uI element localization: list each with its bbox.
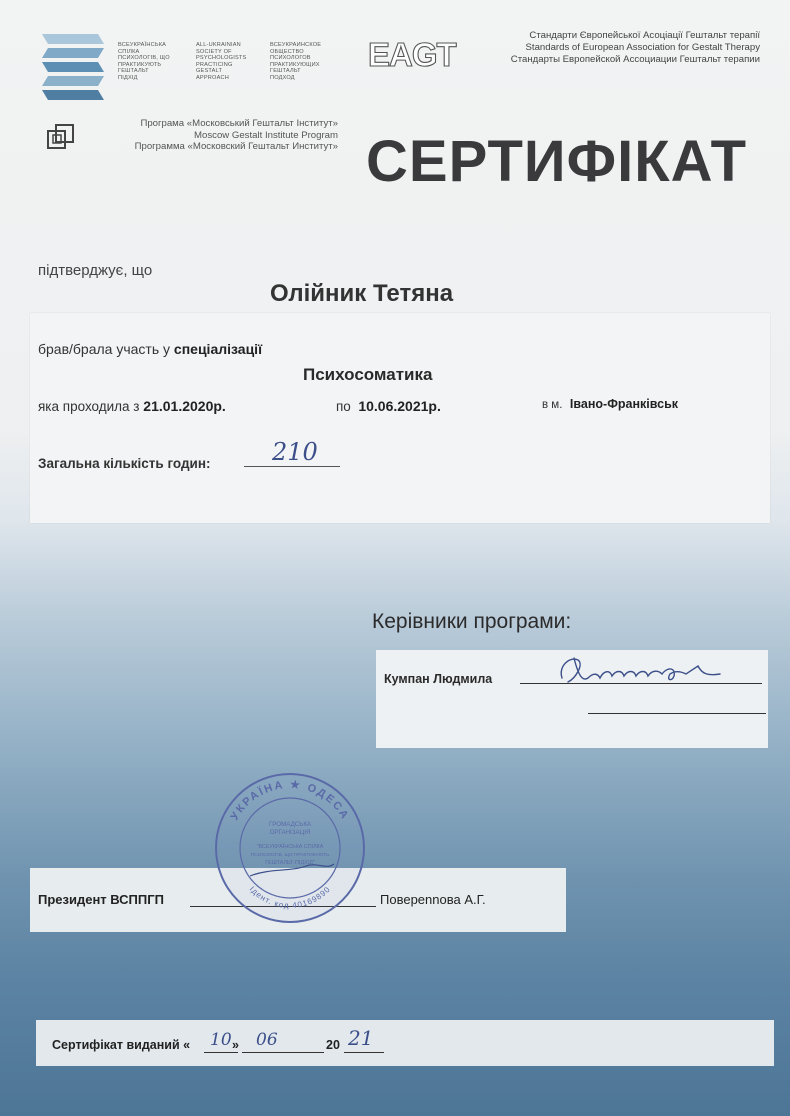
seal-line-3: "ВСЕУКРАЇНСЬКА СПІЛКА [256, 844, 324, 850]
specialization-name: Психосоматика [303, 365, 433, 384]
leader-signature-line [520, 683, 762, 684]
confirms-label: підтверджує, що [38, 262, 153, 279]
issued-month-handwritten: 06 [256, 1030, 278, 1050]
recipient-name: Олійник Тетяна [270, 280, 454, 307]
seal-line-2: ОРГАНІЗАЦІЯ [269, 829, 311, 836]
seal-ring-text: УКРАЇНА ★ ОДЕСА [228, 778, 352, 823]
city-group: в м. Івано-Франківськ [542, 397, 679, 411]
president-name: Поверennова А.Г. [380, 892, 486, 907]
eagt-standards-text: Стандарти Європейської Асоціації Гештальт терапії Standards of European Association for Gestalt Therapy Стандарты Европейской Ассоциации Гештальт терапии [510, 30, 760, 65]
vsppgp-logo-icon [38, 30, 108, 110]
seal-code-text: Ідент. код 40169890 [247, 884, 333, 911]
seal-line-1: ГРОМАДСЬКА [268, 821, 312, 828]
seal-line-5: ГЕШТАЛЬТ-ПІДХІД" [265, 860, 315, 866]
org-name-ua: ВСЕУКРАЇНСЬКА СПІЛКА ПСИХОЛОГІВ, ЩО ПРАКТИКУЮТЬ ГЕШТАЛЬТ ПІДХІД [118, 42, 170, 81]
participation-text: брав/брала участь у спеціалізації [38, 341, 263, 357]
city-name: Івано-Франківськ [569, 397, 679, 411]
issued-year-line [344, 1052, 384, 1053]
mgi-logo-icon [46, 122, 76, 152]
date-from: 21.01.2020р. [143, 398, 226, 414]
date-to: 10.06.2021р. [358, 398, 441, 414]
program-leaders-heading: Керівники програми: [372, 610, 572, 633]
eagt-logo-icon [366, 34, 456, 74]
issued-label: Сертифікат виданий « [52, 1038, 191, 1052]
hours-value-handwritten: 210 [272, 438, 318, 466]
org-name-ru: ВСЕУКРАИНСКОЕ ОБЩЕСТВО ПСИХОЛОГОВ ПРАКТИКУЮЩИХ ГЕШТАЛЬТ ПОДХОД [270, 42, 322, 81]
org-name-en: ALL-UKRAINIAN SOCIETY OF PSYCHOLOGISTS PRACTICING GESTALT APPROACH [196, 42, 247, 81]
second-signature-line [588, 713, 766, 714]
hours-underline [244, 466, 340, 467]
mgi-program-text: Програма «Московський Гештальт Інститут» Moscow Gestalt Institute Program Программа «Московский Гештальт Институт» [134, 118, 338, 153]
issued-day-line [204, 1052, 238, 1053]
seal-line-4: ПСИХОЛОГІВ, ЩО ПРАКТИКУЮТЬ [250, 853, 330, 858]
eagt-logo-text: EAGT [368, 36, 456, 73]
issued-year-prefix: 20 [326, 1038, 340, 1052]
held-label: яка проходила з 21.01.2020р. [38, 398, 226, 414]
issued-day-handwritten: 10 [210, 1030, 232, 1050]
leader-name: Кумпан Людмила [384, 672, 493, 686]
issued-close-quote: » [232, 1038, 239, 1052]
organization-seal [210, 768, 370, 928]
leader-signature [548, 648, 738, 692]
president-label: Президент ВСППГП [38, 892, 164, 907]
issued-month-line [242, 1052, 324, 1053]
issued-year-handwritten: 21 [348, 1026, 374, 1050]
certificate-title: СЕРТИФІКАТ [366, 129, 748, 194]
date-to-group: по 10.06.2021р. [336, 398, 441, 414]
hours-label: Загальна кількість годин: [38, 456, 211, 471]
